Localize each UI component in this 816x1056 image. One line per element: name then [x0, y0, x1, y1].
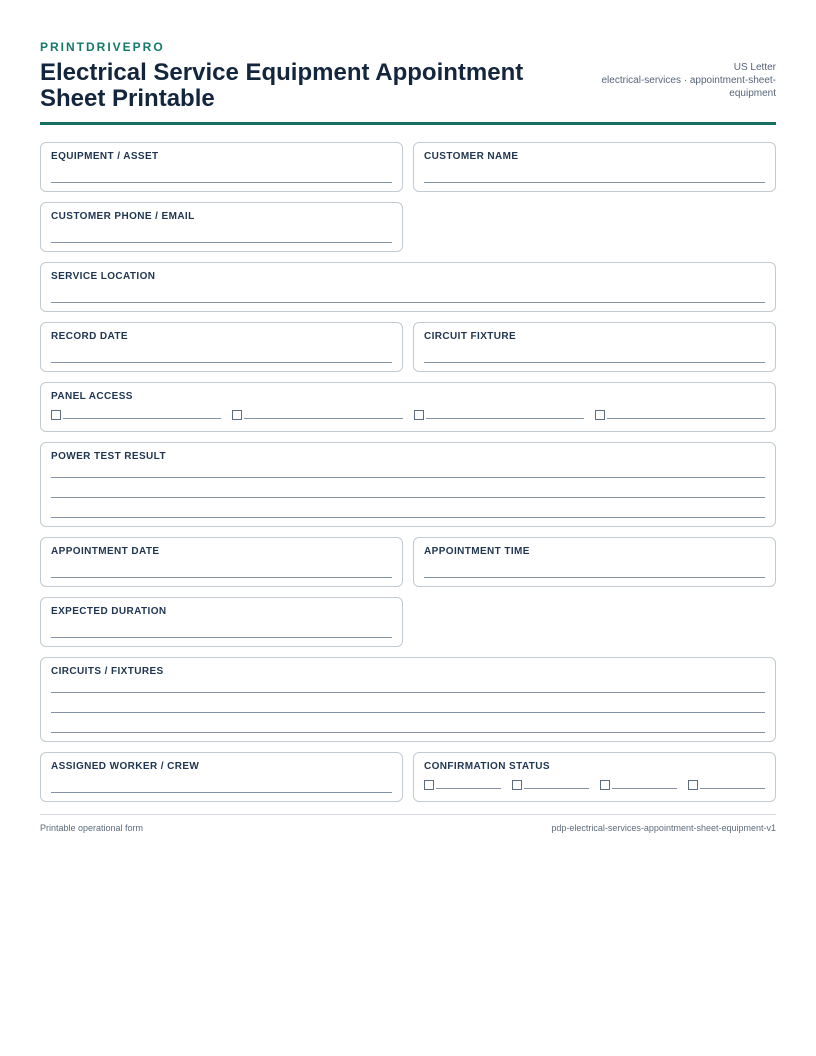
field-label: SERVICE LOCATION: [51, 271, 156, 282]
option-line[interactable]: [612, 788, 677, 789]
write-line[interactable]: [51, 732, 765, 733]
footer-rule: [40, 814, 776, 815]
write-line[interactable]: [51, 637, 392, 638]
page-title: Electrical Service Equipment Appointment Sheet Printable: [40, 59, 524, 112]
field-circuit-fixture[interactable]: [413, 322, 776, 372]
field-confirmation-status: [413, 752, 776, 802]
field-label: CUSTOMER PHONE / EMAIL: [51, 211, 195, 222]
checkbox[interactable]: [512, 780, 522, 790]
field-label: CUSTOMER NAME: [424, 151, 519, 162]
write-line[interactable]: [51, 182, 392, 183]
option-line[interactable]: [244, 418, 402, 419]
field-appointment-date[interactable]: [40, 537, 403, 587]
checkbox-option[interactable]: [424, 779, 501, 789]
field-circuits-fixtures[interactable]: [40, 657, 776, 742]
field-appointment-time[interactable]: [413, 537, 776, 587]
field-equipment-asset[interactable]: [40, 142, 403, 192]
form-page: [40, 40, 776, 806]
write-line[interactable]: [51, 712, 765, 713]
field-power-test-result[interactable]: [40, 442, 776, 527]
checkbox[interactable]: [414, 410, 424, 420]
write-line[interactable]: [424, 182, 765, 183]
field-label: CONFIRMATION STATUS: [424, 761, 550, 772]
checkbox[interactable]: [51, 410, 61, 420]
checkbox-group: [424, 779, 765, 789]
form-fields: [40, 142, 776, 806]
checkbox-option[interactable]: [51, 409, 221, 419]
checkbox[interactable]: [424, 780, 434, 790]
field-label: PANEL ACCESS: [51, 391, 133, 402]
option-line[interactable]: [524, 788, 589, 789]
field-label: EQUIPMENT / ASSET: [51, 151, 159, 162]
write-line[interactable]: [51, 242, 392, 243]
brand-name: PRINTDRIVEPRO: [40, 40, 165, 54]
checkbox[interactable]: [688, 780, 698, 790]
form-id: pdp-electrical-services-appointment-sheet-equipment-v1: [551, 823, 776, 833]
field-assigned-worker-crew[interactable]: [40, 752, 403, 802]
write-line[interactable]: [51, 302, 765, 303]
field-label: ASSIGNED WORKER / CREW: [51, 761, 200, 772]
footer-caption: Printable operational form: [40, 823, 144, 833]
field-label: RECORD DATE: [51, 331, 128, 342]
write-line[interactable]: [51, 792, 392, 793]
header-meta: [556, 61, 776, 112]
write-line[interactable]: [51, 577, 392, 578]
write-line[interactable]: [51, 517, 765, 518]
write-line[interactable]: [51, 692, 765, 693]
field-customer-phone-email[interactable]: [40, 202, 403, 252]
field-label: CIRCUITS / FIXTURES: [51, 666, 164, 677]
checkbox-option[interactable]: [600, 779, 677, 789]
field-customer-name[interactable]: [413, 142, 776, 192]
write-line[interactable]: [424, 362, 765, 363]
checkbox-option[interactable]: [595, 409, 765, 419]
checkbox-option[interactable]: [512, 779, 589, 789]
checkbox-option[interactable]: [414, 409, 584, 419]
write-line[interactable]: [424, 577, 765, 578]
paper-size: US Letter: [733, 62, 776, 73]
checkbox-option[interactable]: [232, 409, 402, 419]
write-line[interactable]: [51, 362, 392, 363]
field-record-date[interactable]: [40, 322, 403, 372]
field-label: POWER TEST RESULT: [51, 451, 166, 462]
checkbox[interactable]: [600, 780, 610, 790]
checkbox[interactable]: [595, 410, 605, 420]
write-line[interactable]: [51, 477, 765, 478]
form-slug: electrical-services · appointment-sheet-equipment: [601, 75, 776, 99]
field-label: CIRCUIT FIXTURE: [424, 331, 517, 342]
option-line[interactable]: [63, 418, 221, 419]
footer: [40, 823, 776, 833]
field-expected-duration[interactable]: [40, 597, 403, 647]
header: [40, 60, 776, 112]
field-label: EXPECTED DURATION: [51, 606, 167, 617]
field-label: APPOINTMENT DATE: [51, 546, 160, 557]
checkbox-group: [51, 409, 765, 419]
field-panel-access: [40, 382, 776, 432]
checkbox[interactable]: [232, 410, 242, 420]
header-rule: [40, 122, 776, 125]
option-line[interactable]: [607, 418, 765, 419]
field-label: APPOINTMENT TIME: [424, 546, 530, 557]
option-line[interactable]: [700, 788, 765, 789]
field-service-location[interactable]: [40, 262, 776, 312]
option-line[interactable]: [436, 788, 501, 789]
checkbox-option[interactable]: [688, 779, 765, 789]
write-line[interactable]: [51, 497, 765, 498]
option-line[interactable]: [426, 418, 584, 419]
